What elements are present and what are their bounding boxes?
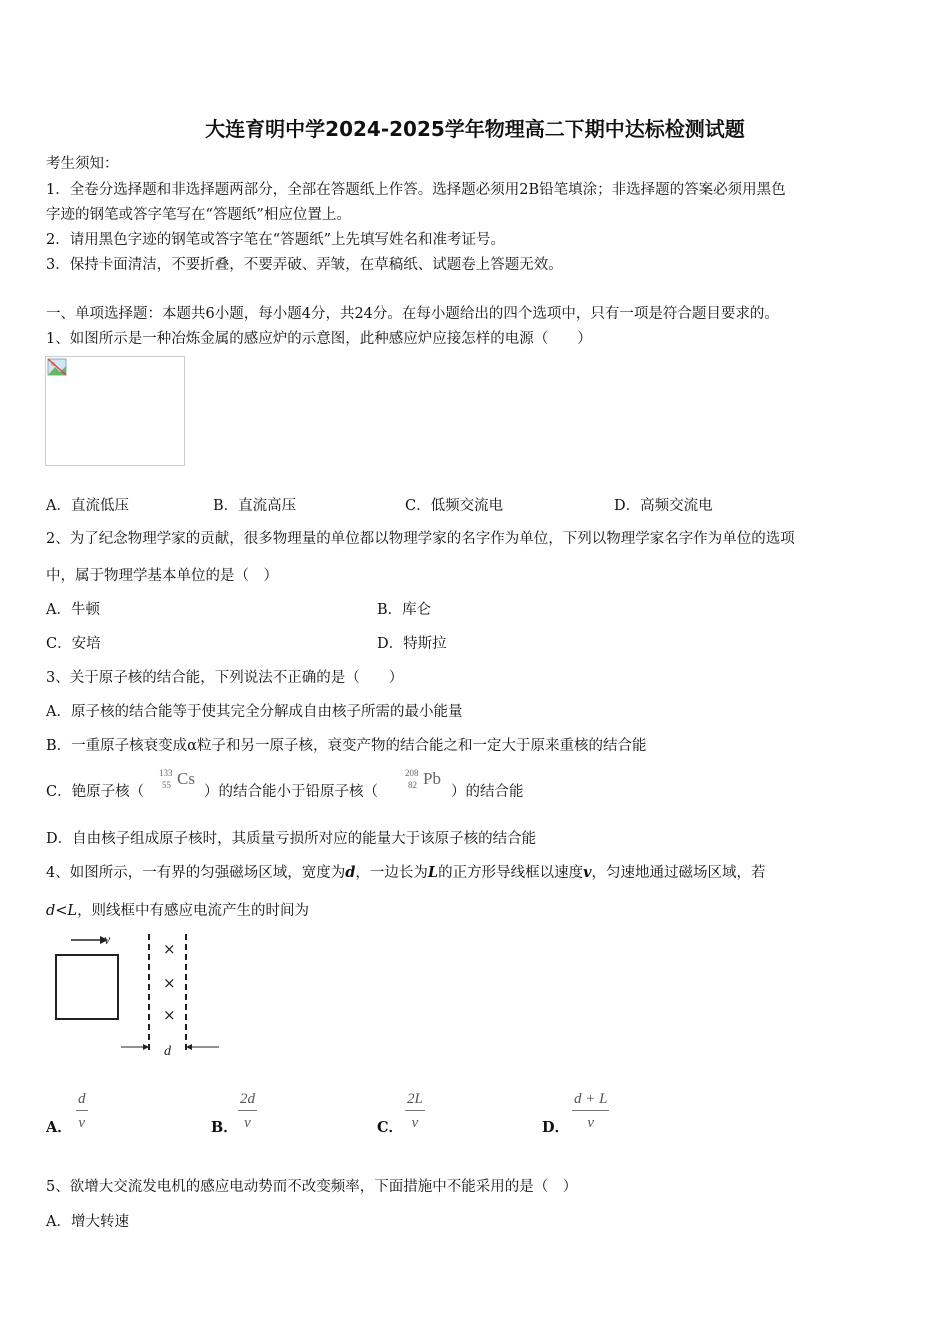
notice-heading: 考生须知： bbox=[46, 156, 119, 172]
q2-stem-line2: 中，属于物理学基本单位的是（ ） bbox=[46, 568, 278, 584]
q1-option-b: B．直流高压 bbox=[213, 498, 297, 514]
q4-option-d-den: v bbox=[587, 1115, 595, 1131]
q3-stem: 3、关于原子核的结合能，下列说法不正确的是（ ） bbox=[46, 670, 404, 686]
section-heading: 一、单项选择题：本题共6小题，每小题4分，共24分。在每小题给出的四个选项中，只有一项是符合题目要求的。 bbox=[46, 306, 779, 322]
q4-stem-part3: 的正方形导线框以速度 bbox=[438, 865, 584, 881]
notice-line-2: 2．请用黑色字迹的钢笔或答字笔在“答题纸”上先填写姓名和准考证号。 bbox=[46, 232, 506, 248]
q2-option-a: A．牛顿 bbox=[46, 602, 100, 618]
q4-option-a-fraction bbox=[76, 1091, 88, 1132]
q2-option-c: C．安培 bbox=[46, 636, 101, 652]
q3-option-d: D．自由核子组成原子核时，其质量亏损所对应的能量大于该原子核的结合能 bbox=[46, 831, 537, 847]
q1-stem: 1、如图所示是一种冶炼金属的感应炉的示意图，此种感应炉应接怎样的电源（ ） bbox=[46, 331, 592, 347]
q4-option-d-fraction bbox=[572, 1091, 609, 1132]
q4-option-c-label: C． bbox=[377, 1119, 404, 1136]
q1-figure bbox=[45, 356, 185, 466]
q3-option-c-post: ）的结合能 bbox=[451, 784, 524, 800]
broken-image-icon bbox=[47, 358, 69, 378]
q4-figure bbox=[45, 928, 225, 1060]
q1-option-a: A．直流低压 bbox=[46, 498, 129, 514]
q4-stem-part1: 4、如图所示，一有界的匀强磁场区域，宽度为 bbox=[46, 865, 346, 881]
q4-stem-line1 bbox=[46, 861, 766, 882]
notice-line-1b: 字迹的钢笔或答字笔写在“答题纸”相应位置上。 bbox=[46, 207, 351, 223]
q4-option-b-label: B． bbox=[211, 1119, 238, 1136]
q3-option-b: B．一重原子核衰变成α粒子和另一原子核，衰变产物的结合能之和一定大于原来重核的结合能 bbox=[46, 738, 647, 754]
q2-option-b: B．库仑 bbox=[377, 602, 432, 618]
velocity-label: v bbox=[104, 933, 111, 948]
q4-option-b-num: 2d bbox=[238, 1091, 257, 1111]
field-cross-2: × bbox=[163, 974, 176, 992]
square-loop bbox=[56, 955, 118, 1019]
field-cross-1: × bbox=[163, 940, 176, 958]
q4-option-a-num: d bbox=[76, 1091, 88, 1111]
pb-symbol: Pb bbox=[423, 769, 441, 788]
q4-option-b-den: v bbox=[244, 1115, 251, 1131]
q4-option-d-label: D． bbox=[542, 1119, 570, 1136]
q4-condition: d<L bbox=[46, 903, 78, 919]
q4-stem-rest: ，则线框中有感应电流产生的时间为 bbox=[77, 903, 310, 919]
q3-option-c-pre: C．铯原子核（ bbox=[46, 784, 145, 800]
pb-atomic-number: 82 bbox=[408, 780, 417, 790]
q4-stem-part2: ，一边长为 bbox=[355, 865, 428, 881]
q4-stem-line2 bbox=[46, 899, 309, 920]
q4-option-d-num: d + L bbox=[572, 1091, 609, 1111]
q5-stem: 5、欲增大交流发电机的感应电动势而不改变频率，下面措施中不能采用的是（ ） bbox=[46, 1179, 578, 1195]
q4-var-v: v bbox=[583, 864, 592, 881]
q4-option-c-den: v bbox=[411, 1115, 419, 1131]
field-cross-3: × bbox=[163, 1006, 176, 1024]
cs-symbol: Cs bbox=[177, 769, 195, 788]
page-title: 大连育明中学2024-2025学年物理高二下期中达标检测试题 bbox=[205, 117, 745, 141]
q4-option-b-fraction bbox=[238, 1091, 257, 1132]
notice-line-3: 3．保持卡面清洁，不要折叠，不要弄破、弄皱，在草稿纸、试题卷上答题无效。 bbox=[46, 257, 563, 273]
q3-option-a: A．原子核的结合能等于使其完全分解成自由核子所需的最小能量 bbox=[46, 704, 463, 720]
cs-atomic-number: 55 bbox=[162, 780, 171, 790]
q4-option-c-fraction bbox=[405, 1091, 425, 1132]
width-label: d bbox=[164, 1044, 171, 1059]
q5-option-a: A．增大转速 bbox=[46, 1214, 129, 1230]
q1-option-d: D．高频交流电 bbox=[614, 498, 713, 514]
q2-option-d: D．特斯拉 bbox=[377, 636, 447, 652]
pb-mass-number: 208 bbox=[405, 768, 419, 778]
q1-option-c: C．低频交流电 bbox=[405, 498, 504, 514]
q4-option-c-num: 2L bbox=[405, 1091, 425, 1111]
q4-option-a-label: A． bbox=[46, 1119, 72, 1136]
notice-line-1a: 1．全卷分选择题和非选择题两部分，全部在答题纸上作答。选择题必须用2B铅笔填涂；非选择题的答案必须用黑色 bbox=[46, 182, 786, 198]
q4-option-a-den: v bbox=[78, 1115, 86, 1131]
q3-option-c-mid: ）的结合能小于铅原子核（ bbox=[204, 784, 378, 800]
cs-mass-number: 133 bbox=[159, 768, 173, 778]
q4-var-L: L bbox=[427, 864, 439, 881]
q2-stem-line1: 2、为了纪念物理学家的贡献，很多物理量的单位都以物理学家的名字作为单位，下列以物理学家名字作为单位的选项 bbox=[46, 531, 795, 547]
q4-stem-part4: ，匀速地通过磁场区域，若 bbox=[591, 865, 766, 881]
q4-var-d: d bbox=[345, 864, 356, 881]
